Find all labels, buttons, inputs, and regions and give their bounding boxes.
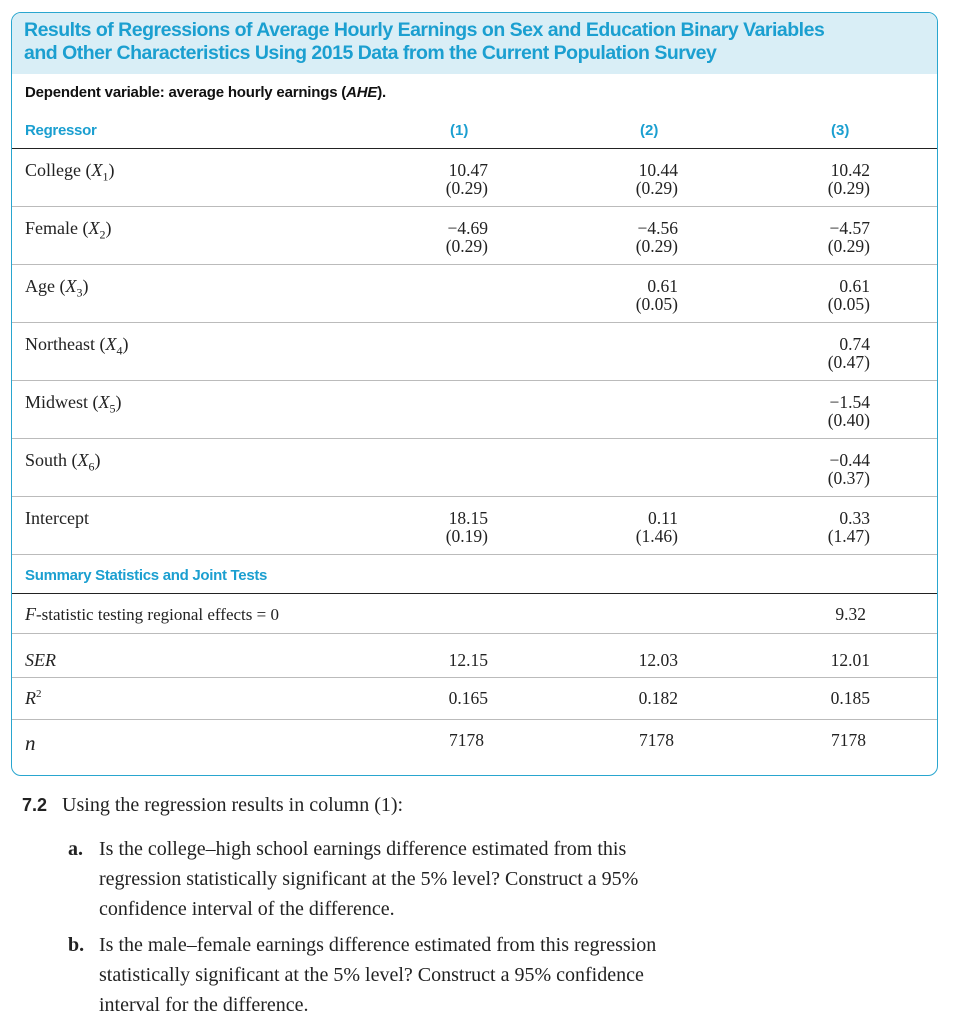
coefficient-cell <box>828 335 870 371</box>
row-variable-symbol: $(X_6)$ <box>67 450 101 474</box>
summary-label-symbol: R <box>25 688 36 708</box>
regression-table <box>11 12 938 776</box>
summary-label-symbol: n <box>25 731 36 755</box>
standard-error: (0.29) <box>635 236 678 256</box>
column-header-1: (1) <box>450 122 469 139</box>
row-divider <box>12 380 937 381</box>
coefficient-cell <box>446 161 488 197</box>
row-label <box>25 450 101 475</box>
table-title-line-2: and Other Characteristics Using 2015 Data from the Current Population Survey <box>24 42 717 64</box>
dependent-variable-note: Dependent variable: average hourly earnings (AHE). <box>25 84 386 101</box>
coefficient-cell <box>446 219 488 255</box>
summary-value: 0.165 <box>448 688 488 708</box>
exercise-intro <box>22 790 403 820</box>
summary-label-symbol: F <box>25 604 36 624</box>
row-label-text: Age <box>25 276 55 296</box>
summary-label <box>25 604 279 625</box>
coefficient-cell <box>828 161 870 197</box>
row-variable-symbol: $(X_4)$ <box>94 334 129 358</box>
exercise-part-text <box>99 834 638 924</box>
exercise-part-line: Is the male–female earnings difference estimated from this regression <box>99 934 657 956</box>
row-label <box>25 276 89 301</box>
standard-error: (0.37) <box>827 468 870 488</box>
header-rule <box>12 148 937 149</box>
row-label-text: Intercept <box>25 508 89 528</box>
standard-error: (1.47) <box>827 526 870 546</box>
coefficient-cell <box>828 277 870 313</box>
exercise-part-line: confidence interval of the difference. <box>99 898 395 920</box>
coefficient-cell <box>828 219 870 255</box>
summary-section-header: Summary Statistics and Joint Tests <box>25 567 268 584</box>
row-label-text: College <box>25 160 81 180</box>
coefficient-estimate: 10.42 <box>830 160 870 180</box>
coefficient-cell <box>636 219 678 255</box>
row-divider <box>12 322 937 323</box>
row-variable-symbol: $(X_1)$ <box>81 160 115 184</box>
exercise-part-line: statistically significant at the 5% level? Construct a 95% confidence <box>99 964 644 986</box>
summary-value: 9.32 <box>835 604 866 624</box>
standard-error: (0.29) <box>635 178 678 198</box>
row-label-text: Midwest <box>25 392 88 412</box>
exercise-part-line: interval for the difference. <box>99 994 309 1016</box>
summary-value: 12.15 <box>448 650 488 670</box>
row-variable-symbol: $(X_3)$ <box>55 276 89 300</box>
exercise-part-label: a. <box>68 838 83 860</box>
coefficient-estimate: 10.47 <box>448 160 488 180</box>
exercise-part-label: b. <box>68 934 85 956</box>
standard-error: (0.29) <box>445 178 488 198</box>
table-title-line-1: Results of Regressions of Average Hourly Earnings on Sex and Education Binary Variables <box>24 19 825 41</box>
coefficient-estimate: 10.44 <box>638 160 678 180</box>
summary-value: 12.01 <box>830 650 870 670</box>
column-header-regressor: Regressor <box>25 122 97 139</box>
coefficient-estimate: 0.74 <box>839 334 870 354</box>
standard-error: (0.29) <box>827 178 870 198</box>
coefficient-estimate: 0.61 <box>839 276 870 296</box>
coefficient-cell <box>636 161 678 197</box>
summary-label-text: -statistic testing regional effects = 0 <box>36 605 279 624</box>
standard-error: (0.47) <box>827 352 870 372</box>
row-label-text: Female <box>25 218 78 238</box>
summary-label-superscript: 2 <box>36 688 42 700</box>
standard-error: (0.19) <box>445 526 488 546</box>
row-variable-symbol: $(X_5)$ <box>88 392 122 416</box>
coefficient-estimate: 18.15 <box>448 508 488 528</box>
summary-value: 7178 <box>639 730 674 750</box>
standard-error: (0.29) <box>445 236 488 256</box>
summary-divider <box>12 719 937 720</box>
coefficient-estimate: −4.57 <box>829 218 870 238</box>
row-label-text: South <box>25 450 68 470</box>
summary-value: 0.182 <box>638 688 678 708</box>
coefficient-estimate: 0.11 <box>648 508 678 528</box>
coefficient-estimate: −1.54 <box>829 392 870 412</box>
exercise-part-line: Is the college–high school earnings difference estimated from this <box>99 838 627 860</box>
row-variable-symbol: $(X_2)$ <box>77 218 112 242</box>
summary-value: 12.03 <box>638 650 678 670</box>
coefficient-estimate: −4.69 <box>447 218 488 238</box>
standard-error: (0.29) <box>827 236 870 256</box>
column-header-3: (3) <box>831 122 850 139</box>
summary-value: 7178 <box>449 730 484 750</box>
table-title <box>24 19 824 65</box>
row-label-text: Northeast <box>25 334 95 354</box>
coefficient-cell <box>828 509 870 545</box>
standard-error: (0.05) <box>827 294 870 314</box>
coefficient-cell <box>636 277 678 313</box>
coefficient-estimate: −4.56 <box>637 218 678 238</box>
coefficient-estimate: 0.33 <box>839 508 870 528</box>
summary-divider <box>12 677 937 678</box>
summary-label <box>25 688 42 709</box>
exercise-part-line: regression statistically significant at the 5% level? Construct a 95% <box>99 868 639 890</box>
coefficient-cell <box>828 393 870 429</box>
summary-label-symbol: SER <box>25 650 56 670</box>
row-divider <box>12 496 937 497</box>
standard-error: (0.05) <box>635 294 678 314</box>
coefficient-cell <box>636 509 678 545</box>
standard-error: (0.40) <box>827 410 870 430</box>
row-divider <box>12 438 937 439</box>
coefficient-cell <box>828 451 870 487</box>
row-divider <box>12 206 937 207</box>
row-label <box>25 160 115 185</box>
standard-error: (1.46) <box>635 526 678 546</box>
summary-divider <box>12 633 937 634</box>
summary-header-rule <box>12 593 937 594</box>
summary-label <box>25 731 36 756</box>
summary-label <box>25 650 56 671</box>
row-label <box>25 334 128 359</box>
row-label <box>25 218 111 243</box>
exercise-part-text <box>99 930 656 1020</box>
row-divider <box>12 554 937 555</box>
exercise-intro-text: Using the regression results in column (1): <box>62 794 404 816</box>
row-label <box>25 392 122 417</box>
coefficient-cell <box>446 509 488 545</box>
coefficient-estimate: 0.61 <box>647 276 678 296</box>
column-header-2: (2) <box>640 122 659 139</box>
row-divider <box>12 264 937 265</box>
coefficient-estimate: −0.44 <box>829 450 870 470</box>
exercise-number: 7.2 <box>22 795 48 815</box>
row-label <box>25 508 89 529</box>
summary-value: 0.185 <box>830 688 870 708</box>
summary-value: 7178 <box>831 730 866 750</box>
